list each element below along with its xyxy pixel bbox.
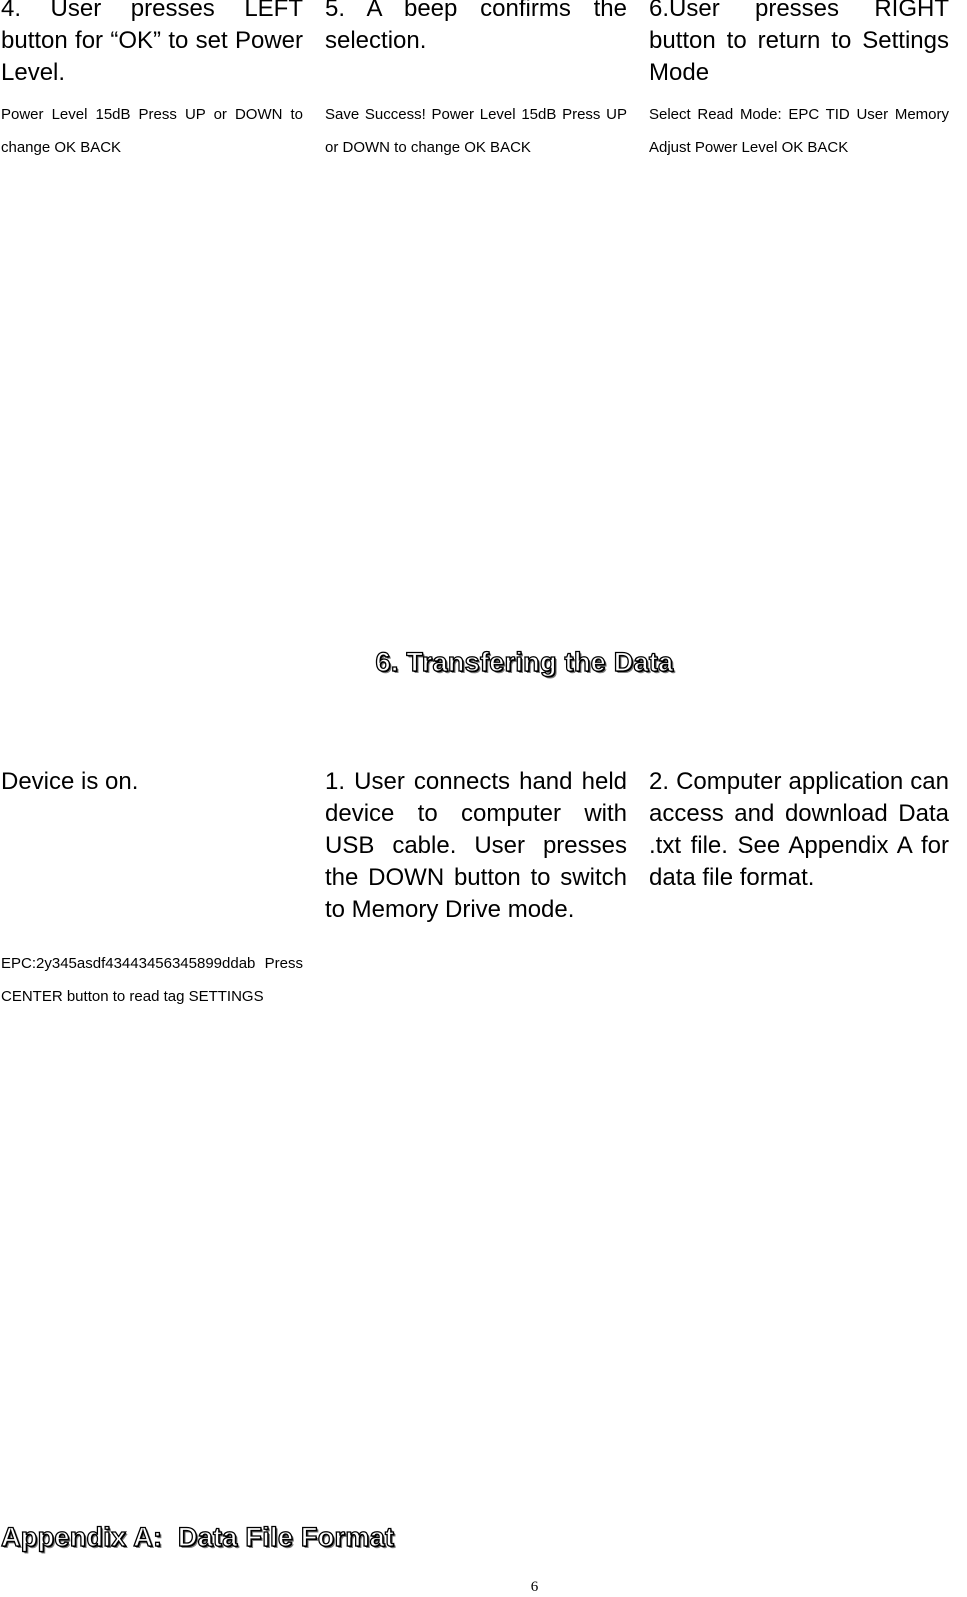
appendix-heading: Appendix A: Data File Format [1,1522,395,1552]
device-on-screen-text: EPC:2y345asdf43443456345899ddab Press CENTER button to read tag SETTINGS [1,955,303,1005]
step-6-instruction: 6.User presses RIGHT button to return to Settings Mode [649,0,949,86]
page-number: 6 [530,1579,539,1595]
step-5-instruction: 5. A beep confirms the selection. [325,0,627,54]
step-4-instruction: 4. User presses LEFT button for “OK” to set Power Level. [1,0,303,86]
step-6-screen-text: Select Read Mode: EPC TID User Memory Adjust Power Level OK BACK [649,106,949,156]
step-4-screen-text: Power Level 15dB Press UP or DOWN to change OK BACK [1,106,303,156]
transfer-step-2-instruction: 2. Computer application can access and download Data .txt file. See Appendix A for data file format. [649,768,949,891]
transfer-step-1-instruction: 1. User connects hand held device to computer with USB cable. User presses the DOWN button to switch to Memory Drive mode. [325,768,627,923]
section-heading: 6. Transfering the Data [375,647,674,677]
device-on-instruction: Device is on. [1,768,139,795]
step-5-screen-text: Save Success! Power Level 15dB Press UP or DOWN to change OK BACK [325,106,627,156]
